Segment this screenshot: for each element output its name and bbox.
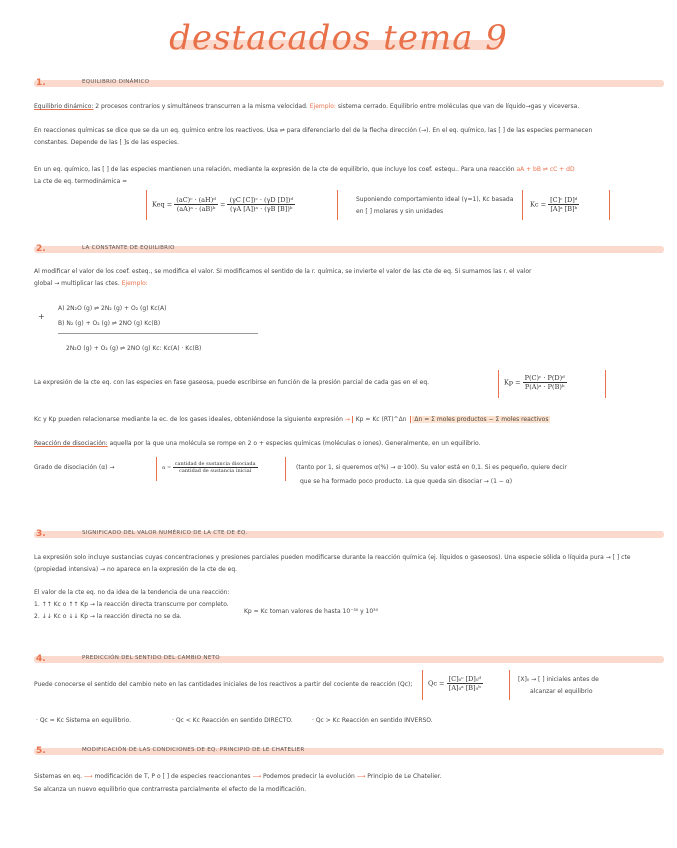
s2-line-6: Grado de disociación (α) →: [34, 464, 115, 471]
term-equilibrio-dinamico: Equilibrio dinámico:: [34, 103, 94, 110]
arrow-icon: ⟶: [356, 773, 368, 780]
page-title: destacados tema 9: [169, 18, 508, 58]
section-3-number: 3.: [36, 529, 46, 539]
section-1-number: 1.: [36, 78, 46, 88]
s3-line-2: (propiedad intensiva) → no aparece en la expresión de la cte de eq.: [34, 566, 238, 573]
generic-reaction: aA + bB ⇌ cC + dD: [516, 166, 575, 173]
keq-formula: Keq = $\frac{\text{(aC)ᶜ · (aH)ᵈ}}{\text{(aA)ᵃ · (aB)ᵇ}}$ = $\frac{\text{(γC [C])ᶜ · (γD [D])ᵈ}}{\text{(γA [A])ᵃ · (γB [B])ᵇ}}$: [152, 196, 294, 213]
keq-note-2: en [ ] molares y sin unidades: [356, 208, 444, 215]
qc-case-less: · Qc < Kc Reacción en sentido DIRECTO.: [172, 717, 293, 724]
s1-l4-text: En un eq. químico, las [ ] de las especies mantienen una relación, mediante la expresión de la cte de equilibrio, que incluye los coef. estequ.. Para una reacción: [34, 166, 517, 173]
s2-line-3: La expresión de la cte eq. con las especies en fase gaseosa, puede escribirse en función de la presión parcial de cada gas en el eq.: [34, 379, 430, 386]
s2-line-5: [34, 440, 481, 448]
section-4-number: 4.: [36, 654, 46, 664]
s2-line-2: [34, 280, 148, 288]
kp-kc-relation: Kp = Kc (RT)^Δn: [352, 416, 411, 423]
s3-line-5: 2. ↓↓ Kc o ↓↓ Kp → la reacción directa no se da.: [34, 613, 182, 620]
s1-line-3: constantes. Depende de las [ ]s de las especies.: [34, 139, 179, 146]
keq-fraction-2: [227, 196, 295, 213]
keq-den-1: (aA)ᵃ · (aB)ᵇ: [176, 205, 216, 213]
term-reaccion-disociacion: Reacción de disociación:: [34, 440, 108, 447]
qc-fraction: [447, 675, 483, 692]
reaction-sum: 2N₂O (g) + O₂ (g) ⇌ 2NO (g) Kc: Kc(A) · Kc(B): [66, 345, 202, 352]
s3-line-3: El valor de la cte eq. no da idea de la tendencia de una reacción:: [34, 589, 230, 596]
s5-l1-c: Podemos predecir la evolución: [262, 773, 357, 780]
qc-note-1: [X]₀ → [ ] iniciales antes de: [518, 676, 599, 683]
s1-l1-text: 2 procesos contrarios y simultáneos transcurren a la misma velocidad.: [93, 103, 310, 110]
ejemplo-label: Ejemplo:: [309, 103, 336, 110]
keq-num-1: (aC)ᶜ · (aH)ᵈ: [176, 196, 216, 204]
section-2-number: 2.: [36, 244, 46, 254]
qc-case-greater: · Qc > Kc Reacción en sentido INVERSO.: [312, 717, 433, 724]
s2-l4-text: Kc y Kp pueden relacionarse mediante la ec. de los gases ideales, obteniéndose la siguiente expresión: [34, 416, 345, 423]
s5-line-2: Se alcanza un nuevo equilibrio que contrarresta parcialmente el efecto de la modificación.: [34, 786, 307, 793]
kp-fraction: [523, 374, 567, 391]
s1-line-1: [34, 103, 579, 111]
kp-formula: [504, 374, 567, 391]
s5-l1-d: Principio de Le Chatelier.: [367, 773, 442, 780]
kc-symbol: Kc =: [530, 200, 547, 209]
kc-den: [A]ᵃ [B]ᵇ: [550, 205, 578, 213]
section-2-title: LA CONSTANTE DE EQUILIBRIO: [82, 245, 175, 251]
s2-l5-text: aquella por la que una molécula se rompe en 2 o + especies químicas (moléculas o iones). Generalmente, en un equilibrio.: [107, 440, 481, 447]
keq-den-2: (γA [A])ᵃ · (γB [B])ᵇ: [230, 205, 293, 213]
arrow-icon: ⟶: [252, 773, 263, 780]
qc-formula: [428, 675, 483, 692]
alpha-fraction: [173, 461, 258, 474]
section-1-title: EQUILIBRIO DINÁMICO: [82, 79, 150, 85]
reaction-a: A) 2N₂O (g) ⇌ 2N₂ (g) + O₂ (g) Kc(A): [58, 305, 167, 312]
s5-l1-b: modificación de T, P o [ ] de especies reaccionantes: [94, 773, 253, 780]
section-4-title: PREDICCIÓN DEL SENTIDO DEL CAMBIO NETO: [82, 655, 220, 661]
s1-l1-text-end: sistema cerrado. Equilibrio entre moléculas que van de líquido→gas y viceversa.: [335, 103, 580, 110]
arrow-icon: ⟶: [83, 773, 95, 780]
keq-num-2: (γC [C])ᶜ · (γD [D])ᵈ: [229, 196, 294, 204]
s2-line-6c: que se ha formado poco producto. La que queda sin disociar → (1 − α): [300, 478, 513, 485]
kp-den: P(A)ᵃ · P(B)ᵇ: [524, 383, 565, 391]
s4-line-1: Puede conocerse el sentido del cambio neto en las cantidades iniciales de los reactivos a partir del cociente de reacción (Qc);: [34, 681, 413, 688]
s1-line-4: [34, 166, 575, 174]
s5-l1-a: Sistemas en eq.: [34, 773, 84, 780]
s2-l2-text: global → multiplicar las ctes.: [34, 280, 122, 287]
section-3-title: SIGNIFICADO DEL VALOR NUMÉRICO DE LA CTE DE EQ.: [82, 530, 248, 536]
s1-line-2: En reacciones químicas se dice que se da un eq. químico entre los reactivos. Usa ⇌ para diferenciarlo del de la flecha dirección (→). En el eq. químico, las [ ] de las especies permanecen: [34, 127, 593, 134]
qc-den: [A]₀ᵃ [B]₀ᵇ: [448, 684, 481, 692]
reaction-b: B) N₂ (g) + O₂ (g) ⇌ 2NO (g) Kc(B): [58, 320, 161, 327]
s2-line-1: Al modificar el valor de los coef. esteq., se modifica el valor. Si modificamos el sentido de la r. química, se invierte el valor de las cte de eq. Si sumamos las r. el valor: [34, 268, 532, 275]
keq-note-1: Suponiendo comportamiento ideal (γ=1), Kc basada: [356, 196, 514, 203]
qc-note-2: alcanzar el equilibrio: [530, 688, 593, 695]
alpha-symbol: α =: [162, 465, 172, 471]
s3-line-4: 1. ↑↑ Kc o ↑↑ Kp → la reacción directa transcurre por completo.: [34, 601, 229, 608]
keq-symbol: Keq =: [152, 200, 173, 209]
kc-formula: [530, 196, 579, 213]
alpha-den: cantidad de sustancia inicial: [179, 468, 252, 474]
kp-num: P(C)ᶜ · P(D)ᵈ: [524, 374, 565, 382]
keq-fraction-1: [174, 196, 218, 213]
qc-case-equal: · Qc = Kc Sistema en equilibrio.: [36, 717, 132, 724]
arrow-icon: →: [344, 416, 352, 423]
kc-num: [C]ᶜ [D]ᵈ: [550, 196, 578, 204]
section-5-number: 5.: [36, 746, 46, 756]
kp-symbol: Kp =: [504, 378, 521, 387]
s3-range-note: Kp = Kc toman valores de hasta 10⁻³⁰ y 10³⁰: [244, 608, 378, 615]
plus-sign: +: [38, 312, 45, 321]
sum-line: [58, 333, 258, 334]
delta-n-definition: Δn = Σ moles productos − Σ moles reactivos: [414, 416, 549, 423]
kc-fraction: [548, 196, 579, 213]
s3-line-1: La expresión solo incluye sustancias cuyas concentraciones y presiones parciales pueden modificarse durante la reacción química (ej. líquidos o gaseosos). Una especie sólida o líquida pura → [ ] cte: [34, 554, 631, 561]
s2-line-6b: (tanto por 1, si queremos α(%) → α·100). Su valor está en 0,1. Si es pequeño, quiere decir: [296, 464, 567, 471]
s1-line-5: La cte de eq. termodinámica =: [34, 178, 128, 185]
qc-symbol: Qc =: [428, 679, 445, 688]
s5-line-1: [34, 773, 442, 781]
alpha-num: cantidad de sustancia disociada: [174, 461, 256, 467]
alpha-formula: [162, 461, 258, 474]
qc-num: [C]₀ᶜ [D]₀ᵈ: [448, 675, 482, 683]
section-5-title: MODIFICACIÓN DE LAS CONDICIONES DE EQ. PRINCIPIO DE LE CHATELIER: [82, 747, 305, 753]
s2-line-4: [34, 416, 550, 424]
ejemplo-label-2: Ejemplo:: [121, 280, 148, 287]
